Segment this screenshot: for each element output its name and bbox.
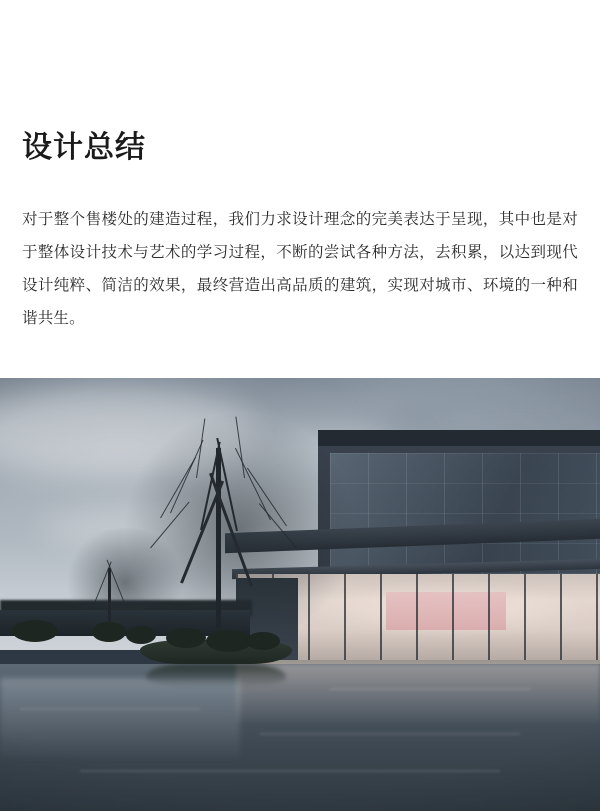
tree-trunk	[216, 448, 221, 648]
text-content	[0, 0, 600, 335]
body-paragraph: 对于整个售楼处的建造过程，我们力求设计理念的完美表达于呈现，其中也是对于整体设计技术与艺术的学习过程，不断的尝试各种方法，去积累，以达到现代设计纯粹、简洁的效果，最终营造出高品质的建筑，实现对城市、环境的一种和谐共生。	[22, 211, 578, 327]
water-ripple	[20, 708, 200, 710]
shrub	[166, 628, 206, 648]
architecture-photo	[0, 378, 600, 811]
water-ripple	[80, 770, 500, 772]
water-reflection-sky	[0, 678, 240, 758]
shrub	[12, 620, 58, 642]
shrub	[246, 632, 280, 650]
island-reflection	[146, 664, 286, 686]
tree-canopy	[60, 528, 190, 638]
building-roof	[318, 430, 600, 446]
page-title: 设计总结	[22, 131, 146, 164]
shrub	[126, 626, 156, 644]
water-ripple	[330, 688, 530, 690]
photo-canvas	[0, 378, 600, 811]
water-ripple	[260, 733, 520, 735]
shrub	[92, 622, 126, 642]
water-reflection-building	[236, 664, 600, 722]
